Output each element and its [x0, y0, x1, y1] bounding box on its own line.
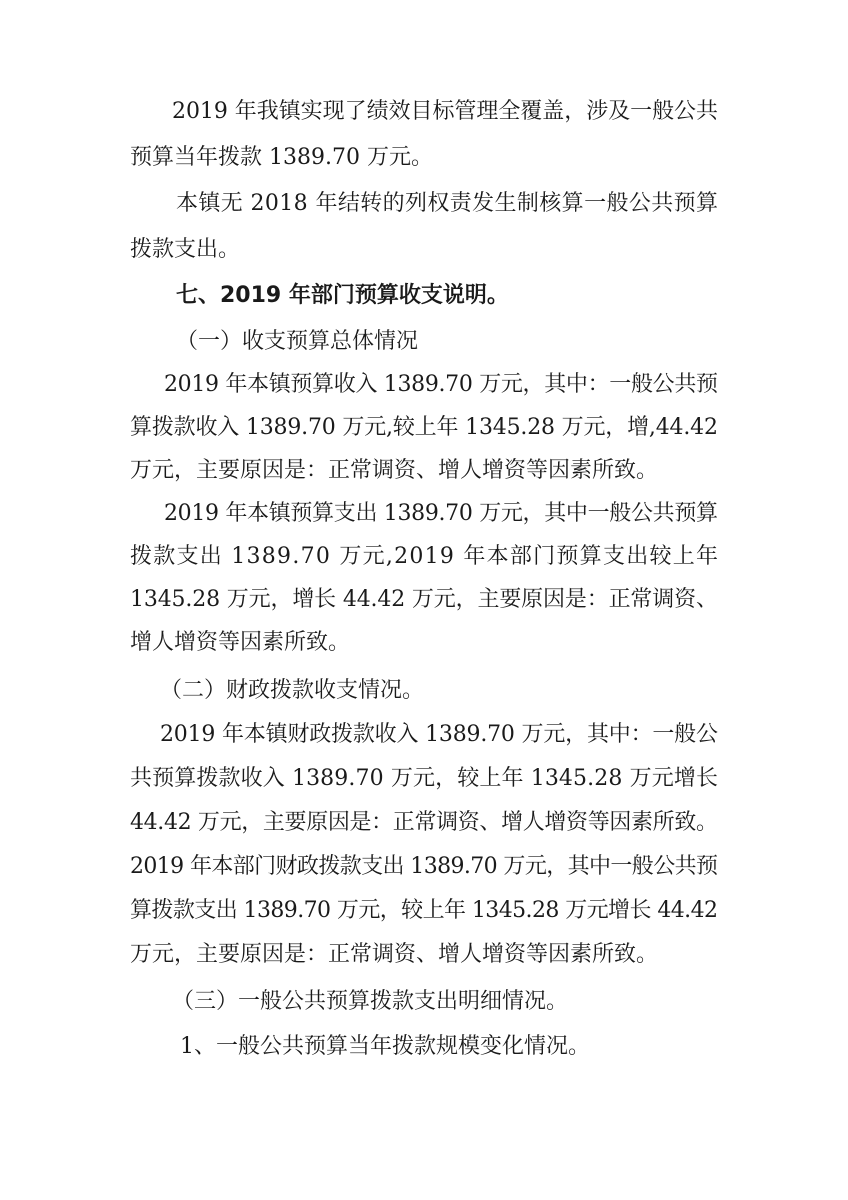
subsection-heading: （三）一般公共预算拨款支出明细情况。: [172, 989, 569, 1014]
paragraph-line: 1345.28 万元，增长 44.42 万元，主要原因是：正常调资、: [130, 587, 718, 612]
paragraph-line: 预算当年拨款 1389.70 万元。: [130, 145, 433, 170]
paragraph-line: 算拨款收入 1389.70 万元,较上年 1345.28 万元，增,44.42: [130, 415, 718, 440]
paragraph-line: 2019 年本镇财政拨款收入 1389.70 万元，其中：一般公: [160, 722, 718, 747]
paragraph-line: 2019 年本部门财政拨款支出 1389.70 万元，其中一般公共预: [130, 854, 718, 879]
subsection-heading: （一）收支预算总体情况: [176, 329, 419, 354]
paragraph-line: 2019 年本镇预算收入 1389.70 万元，其中：一般公共预: [164, 372, 718, 397]
paragraph-line: 万元，主要原因是：正常调资、增人增资等因素所致。: [130, 458, 659, 483]
paragraph-line: 共预算拨款收入 1389.70 万元，较上年 1345.28 万元增长: [130, 766, 719, 791]
item-heading: 1、一般公共预算当年拨款规模变化情况。: [180, 1034, 590, 1059]
paragraph-line: 2019 年我镇实现了绩效目标管理全覆盖，涉及一般公共: [172, 99, 718, 124]
paragraph-line: 本镇无 2018 年结转的列权责发生制核算一般公共预算: [176, 191, 719, 216]
paragraph-line: 44.42 万元，主要原因是：正常调资、增人增资等因素所致。: [130, 810, 718, 835]
paragraph-line: 拨款支出。: [130, 237, 241, 262]
section-heading: 七、2019 年部门预算收支说明。: [176, 283, 509, 308]
paragraph-line: 万元，主要原因是：正常调资、增人增资等因素所致。: [130, 942, 659, 967]
paragraph-line: 2019 年本镇预算支出 1389.70 万元，其中一般公共预算: [164, 501, 718, 526]
paragraph-line: 算拨款支出 1389.70 万元，较上年 1345.28 万元增长 44.42: [130, 898, 718, 923]
subsection-heading: （二）财政拨款收支情况。: [160, 678, 425, 703]
paragraph-line: 拨款支出 1389.70 万元,2019 年本部门预算支出较上年: [130, 544, 720, 569]
paragraph-line: 增人增资等因素所致。: [130, 630, 351, 655]
